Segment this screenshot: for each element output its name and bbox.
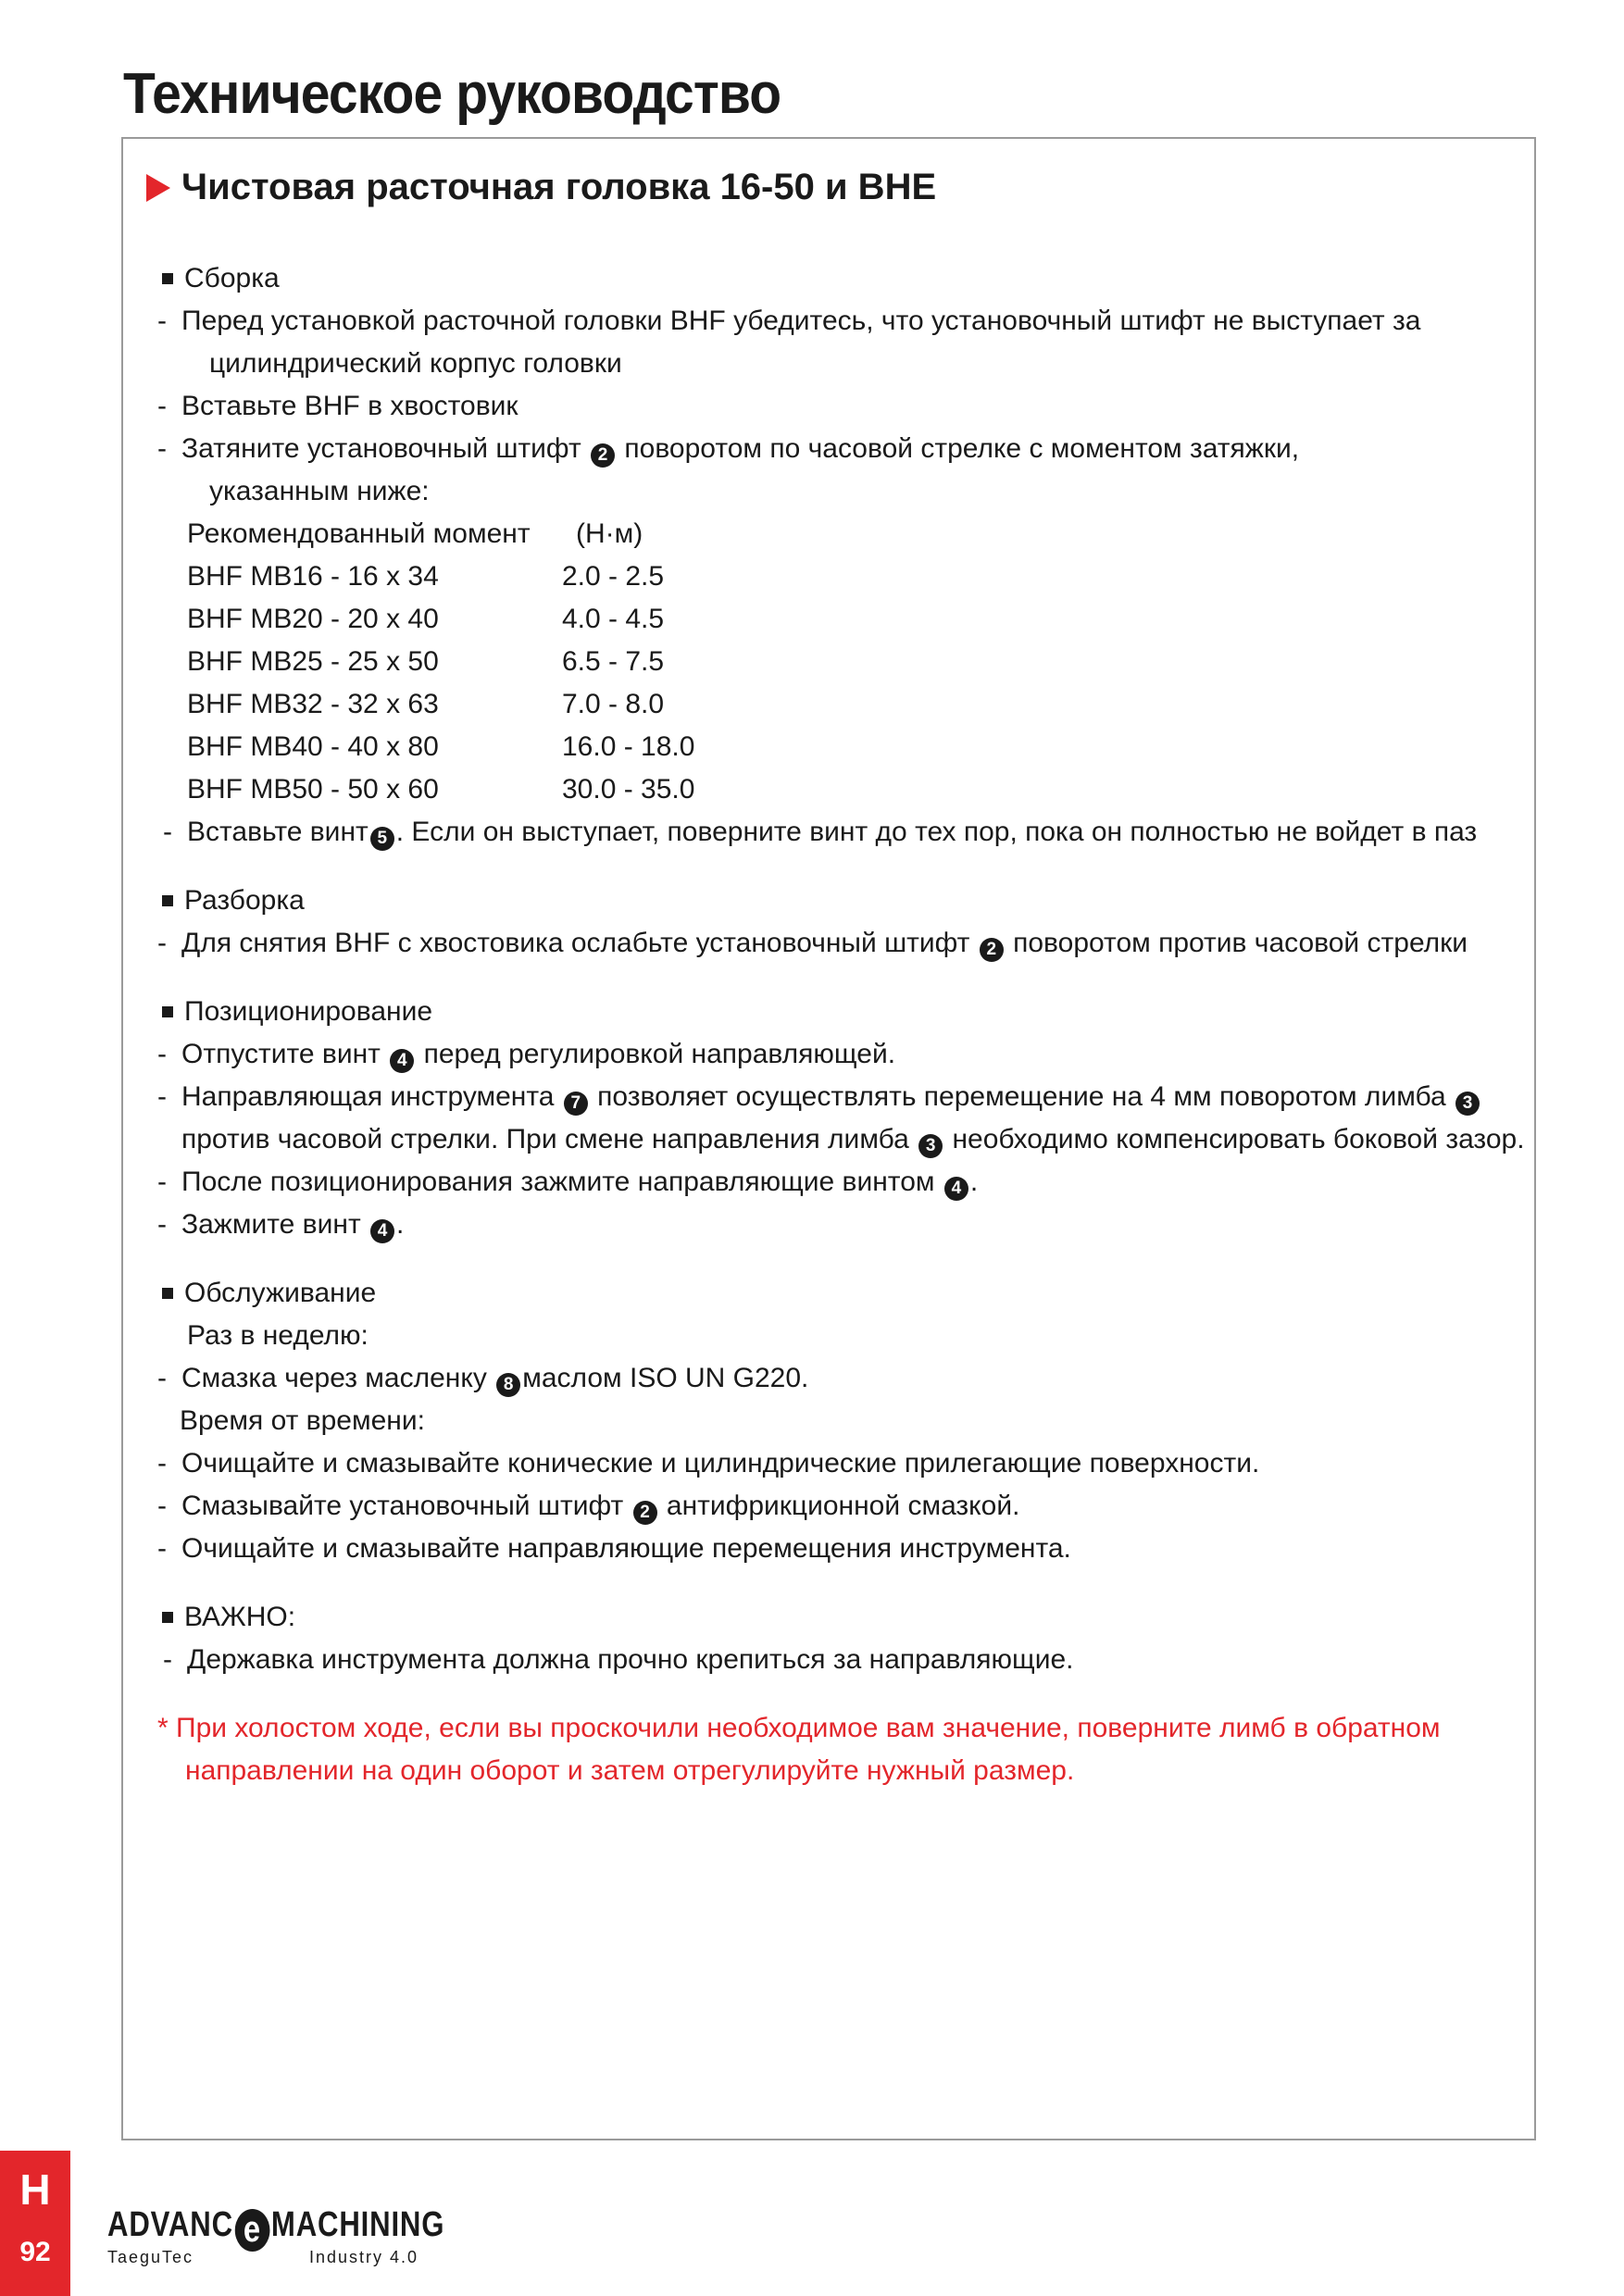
list-item <box>157 1528 1518 1570</box>
page-number: 92 <box>19 2237 51 2267</box>
list-item <box>157 1485 1518 1528</box>
positioning-item-1 <box>181 1033 1518 1076</box>
item-text: поворотом против часовой стрелки <box>1013 928 1468 958</box>
positioning-heading-label: Позиционирование <box>184 996 433 1027</box>
list-item <box>163 811 1518 854</box>
dash-bullet: - <box>157 1448 167 1479</box>
square-bullet-icon <box>162 895 173 906</box>
item-text: Затяните установочный штифт <box>181 433 581 464</box>
item-text: . <box>969 1167 979 1197</box>
table-row <box>187 555 1518 598</box>
maintenance-item-3 <box>181 1485 1518 1528</box>
item-text: перед регулировкой направляющей. <box>423 1039 896 1069</box>
maintenance-weekly: Раз в неделю: <box>187 1320 369 1351</box>
callout-number-icon: 7 <box>564 1092 588 1116</box>
important-item-1: Державка инструмента должна прочно крепиться за направляющие. <box>187 1644 1074 1675</box>
item-text: . <box>396 1209 405 1240</box>
table-row <box>187 683 1518 726</box>
assembly-item-3-line-2: указанным ниже: <box>209 476 430 506</box>
dash-bullet: - <box>157 306 167 336</box>
item-text: Для снятия BHF с хвостовика ослабьте установочный штифт <box>181 928 970 958</box>
triangle-bullet-icon <box>146 174 170 202</box>
dash-bullet: - <box>157 1209 167 1240</box>
list-item <box>157 1357 1518 1400</box>
list-item <box>157 1204 1518 1246</box>
item-text: Отпустите винт <box>181 1039 381 1069</box>
torque-value: 6.5 - 7.5 <box>562 646 665 677</box>
assembly-heading <box>157 257 1518 300</box>
disassembly-block <box>157 880 1518 965</box>
list-item <box>157 922 1518 965</box>
torque-table <box>187 513 1518 811</box>
page-title: Техническое руководство <box>123 62 781 126</box>
table-row <box>187 641 1518 683</box>
section-heading <box>146 167 936 208</box>
important-block <box>157 1596 1518 1681</box>
dash-bullet: - <box>163 817 172 847</box>
content-body <box>157 257 1525 1792</box>
list-item <box>163 1639 1518 1681</box>
dash-bullet: - <box>157 1039 167 1069</box>
maintenance-block <box>157 1272 1518 1570</box>
dash-bullet: - <box>157 1167 167 1197</box>
list-item <box>157 428 1518 513</box>
important-heading-label: ВАЖНО: <box>184 1602 296 1632</box>
red-note <box>157 1707 1518 1792</box>
note-line-1: * При холостом ходе, если вы проскочили необходимое вам значение, поверните лимб в обратном <box>157 1713 1441 1743</box>
list-item <box>157 385 1518 428</box>
maintenance-occasionally: Время от времени: <box>180 1405 425 1436</box>
item-text: поворотом по часовой стрелке с моментом затяжки, <box>624 433 1300 464</box>
brand-right: MACHINING <box>270 2205 445 2244</box>
dash-bullet: - <box>157 1081 167 1112</box>
callout-number-icon: 2 <box>980 938 1004 962</box>
assembly-heading-label: Сборка <box>184 263 280 293</box>
callout-number-icon: 4 <box>944 1177 968 1201</box>
assembly-item-1-line-1: Перед установкой расточной головки BHF убедитесь, что установочный штифт не выступает за <box>181 306 1421 336</box>
dash-bullet: - <box>163 1644 172 1675</box>
item-text: необходимо компенсировать боковой зазор. <box>952 1124 1525 1154</box>
torque-value: 2.0 - 2.5 <box>562 561 665 592</box>
section-tab-letter: H <box>19 2165 51 2214</box>
item-text: Смазка через масленку <box>181 1363 487 1393</box>
dash-bullet: - <box>157 391 167 421</box>
dash-bullet: - <box>157 1491 167 1521</box>
table-row <box>187 598 1518 641</box>
list-item <box>157 1033 1518 1076</box>
square-bullet-icon <box>162 273 173 284</box>
disassembly-item-1 <box>181 922 1518 965</box>
positioning-heading <box>157 991 1518 1033</box>
torque-value: 4.0 - 4.5 <box>562 604 665 634</box>
torque-model: BHF MB16 - 16 x 34 <box>187 561 439 592</box>
torque-header-unit: (Н·м) <box>576 518 643 549</box>
brand-logo <box>107 2205 445 2270</box>
maintenance-item-4: Очищайте и смазывайте направляющие перемещения инструмента. <box>181 1533 1071 1564</box>
assembly-item-3-line-1 <box>181 428 1518 470</box>
item-text: против часовой стрелки. При смене направления лимба <box>181 1124 909 1154</box>
callout-number-icon: 2 <box>591 443 615 468</box>
item-text: Смазывайте установочный штифт <box>181 1491 624 1521</box>
torque-value: 16.0 - 18.0 <box>562 731 695 762</box>
list-item <box>157 1161 1518 1204</box>
torque-value: 7.0 - 8.0 <box>562 689 665 719</box>
item-text: Зажмите винт <box>181 1209 361 1240</box>
positioning-item-2-line-2 <box>181 1118 1525 1161</box>
torque-model: BHF MB25 - 25 x 50 <box>187 646 439 677</box>
maintenance-item-1 <box>181 1357 1518 1400</box>
brand-sub-right: Industry 4.0 <box>309 2248 419 2266</box>
brand-left: ADVANC <box>107 2205 233 2244</box>
dash-bullet: - <box>157 928 167 958</box>
table-row <box>187 768 1518 811</box>
item-text: Направляющая инструмента <box>181 1081 555 1112</box>
item-text: Вставьте винт <box>187 817 369 847</box>
positioning-item-4 <box>181 1204 1518 1246</box>
disassembly-heading-label: Разборка <box>184 885 305 916</box>
disassembly-heading <box>157 880 1518 922</box>
torque-model: BHF MB20 - 20 x 40 <box>187 604 439 634</box>
maintenance-heading <box>157 1272 1518 1315</box>
brand-e-icon: e <box>235 2209 270 2252</box>
assembly-block <box>157 257 1518 854</box>
square-bullet-icon <box>162 1288 173 1299</box>
item-text: маслом ISO UN G220. <box>522 1363 809 1393</box>
torque-table-header <box>187 513 1518 555</box>
maintenance-item-2: Очищайте и смазывайте конические и цилиндрические прилегающие поверхности. <box>181 1448 1260 1479</box>
brand-sub-left: TaeguTec <box>107 2248 194 2266</box>
dash-bullet: - <box>157 1363 167 1393</box>
torque-value: 30.0 - 35.0 <box>562 774 695 805</box>
assembly-item-1-line-2: цилиндрический корпус головки <box>209 348 622 379</box>
callout-number-icon: 4 <box>370 1219 394 1243</box>
note-line-2: направлении на один оборот и затем отрегулируйте нужный размер. <box>185 1755 1075 1786</box>
assembly-item-2: Вставьте BHF в хвостовик <box>181 391 518 421</box>
positioning-item-2-line-1 <box>181 1076 1518 1118</box>
item-text: позволяет осуществлять перемещение на 4 мм поворотом лимба <box>597 1081 1446 1112</box>
section-tab <box>0 2151 70 2296</box>
maintenance-heading-label: Обслуживание <box>184 1278 377 1308</box>
item-text: антифрикционной смазкой. <box>666 1491 1020 1521</box>
positioning-item-3 <box>181 1161 1518 1204</box>
callout-number-icon: 4 <box>390 1049 414 1073</box>
callout-number-icon: 3 <box>1455 1092 1480 1116</box>
dash-bullet: - <box>157 1533 167 1564</box>
callout-number-icon: 5 <box>370 827 394 851</box>
item-text: После позиционирования зажмите направляющие винтом <box>181 1167 935 1197</box>
section-title: Чистовая расточная головка 16-50 и BHE <box>181 167 937 207</box>
dash-bullet: - <box>157 433 167 464</box>
torque-model: BHF MB40 - 40 x 80 <box>187 731 439 762</box>
torque-header-label: Рекомендованный момент <box>187 518 531 549</box>
callout-number-icon: 8 <box>496 1373 520 1397</box>
torque-model: BHF MB50 - 50 x 60 <box>187 774 439 805</box>
callout-number-icon: 2 <box>633 1501 657 1525</box>
item-text: . Если он выступает, поверните винт до тех пор, пока он полностью не войдет в паз <box>395 817 1478 847</box>
brand-logo-wordmark <box>107 2205 444 2252</box>
list-item <box>157 1076 1525 1161</box>
assembly-item-4 <box>187 811 1518 854</box>
list-item <box>157 1442 1518 1485</box>
table-row <box>187 726 1518 768</box>
list-item <box>157 300 1518 385</box>
torque-model: BHF MB32 - 32 x 63 <box>187 689 439 719</box>
square-bullet-icon <box>162 1006 173 1017</box>
positioning-block <box>157 991 1525 1246</box>
important-heading <box>157 1596 1518 1639</box>
square-bullet-icon <box>162 1612 173 1623</box>
callout-number-icon: 3 <box>918 1134 943 1158</box>
